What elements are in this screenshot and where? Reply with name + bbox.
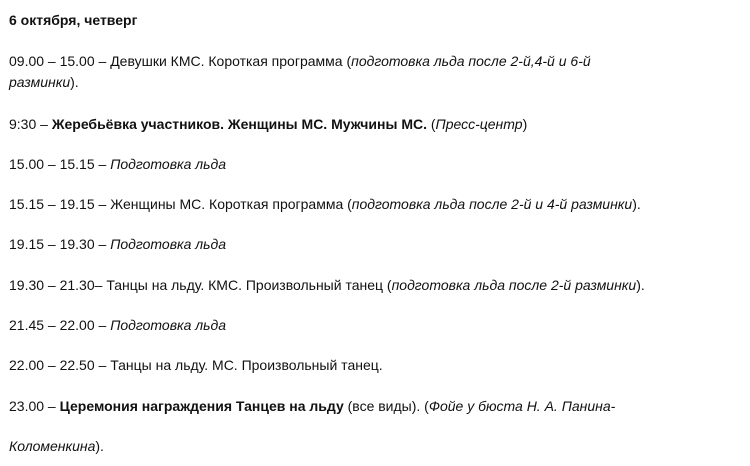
- entry-time: 19.30 – 21.30–: [9, 277, 107, 293]
- schedule-entry: [9, 356, 383, 374]
- entry-tail: ).: [636, 277, 645, 293]
- schedule-entry: [9, 195, 641, 213]
- entry-open: (: [426, 116, 436, 132]
- schedule-entry: [9, 397, 615, 415]
- entry-tail: ).: [632, 196, 641, 212]
- entry-note: Фойе у бюста Н. А. Панина-: [428, 398, 616, 414]
- entry-title: Танцы на льду. МС. Произвольный танец.: [110, 357, 383, 373]
- entry-time: 23.00 –: [9, 398, 60, 414]
- entry-title: Жеребьёвка участников. Женщины МС. Мужчины МС.: [51, 116, 427, 132]
- schedule-entry-continuation: [9, 437, 104, 455]
- entry-note: подготовка льда после 2-й и 4-й разминки: [351, 196, 633, 212]
- day-heading: 6 октября, четверг: [9, 12, 138, 28]
- schedule-entry: [9, 52, 591, 70]
- entry-time: 09.00 – 15.00 –: [9, 53, 111, 69]
- entry-time: 19.15 – 19.30 –: [9, 236, 111, 252]
- entry-note: подготовка льда после 2-й разминки: [391, 277, 637, 293]
- schedule-entry: [9, 276, 645, 294]
- entry-time: 15.00 – 15.15 –: [9, 156, 111, 172]
- schedule-entry: [9, 155, 226, 173]
- entry-note: Пресс-центр: [435, 116, 523, 132]
- entry-title: Танцы на льду. КМС. Произвольный танец (: [106, 277, 392, 293]
- entry-title: Женщины МС. Короткая программа (: [110, 196, 352, 212]
- entry-note-continued: Коломенкина: [9, 438, 96, 454]
- entry-tail: ): [522, 116, 528, 132]
- entry-title: Церемония награждения Танцев на льду: [59, 398, 344, 414]
- entry-note: Подготовка льда: [110, 317, 227, 333]
- entry-note: Подготовка льда: [110, 156, 227, 172]
- entry-note-continued: разминки: [9, 74, 71, 90]
- schedule-entry: [9, 235, 226, 253]
- entry-time: 15.15 – 19.15 –: [9, 196, 111, 212]
- entry-note: Подготовка льда: [110, 236, 227, 252]
- entry-time: 21.45 – 22.00 –: [9, 317, 111, 333]
- schedule-entry: [9, 316, 226, 334]
- schedule-entry-continuation: [9, 73, 79, 91]
- entry-tail: ).: [70, 74, 79, 90]
- entry-time: 22.00 – 22.50 –: [9, 357, 111, 373]
- entry-middle: (все виды). (: [343, 398, 429, 414]
- entry-time: 9:30 –: [9, 116, 52, 132]
- entry-tail: ).: [95, 438, 104, 454]
- schedule-entry: [9, 115, 527, 133]
- entry-title: Девушки КМС. Короткая программа (: [110, 53, 352, 69]
- entry-note: подготовка льда после 2-й,4-й и 6-й: [351, 53, 591, 69]
